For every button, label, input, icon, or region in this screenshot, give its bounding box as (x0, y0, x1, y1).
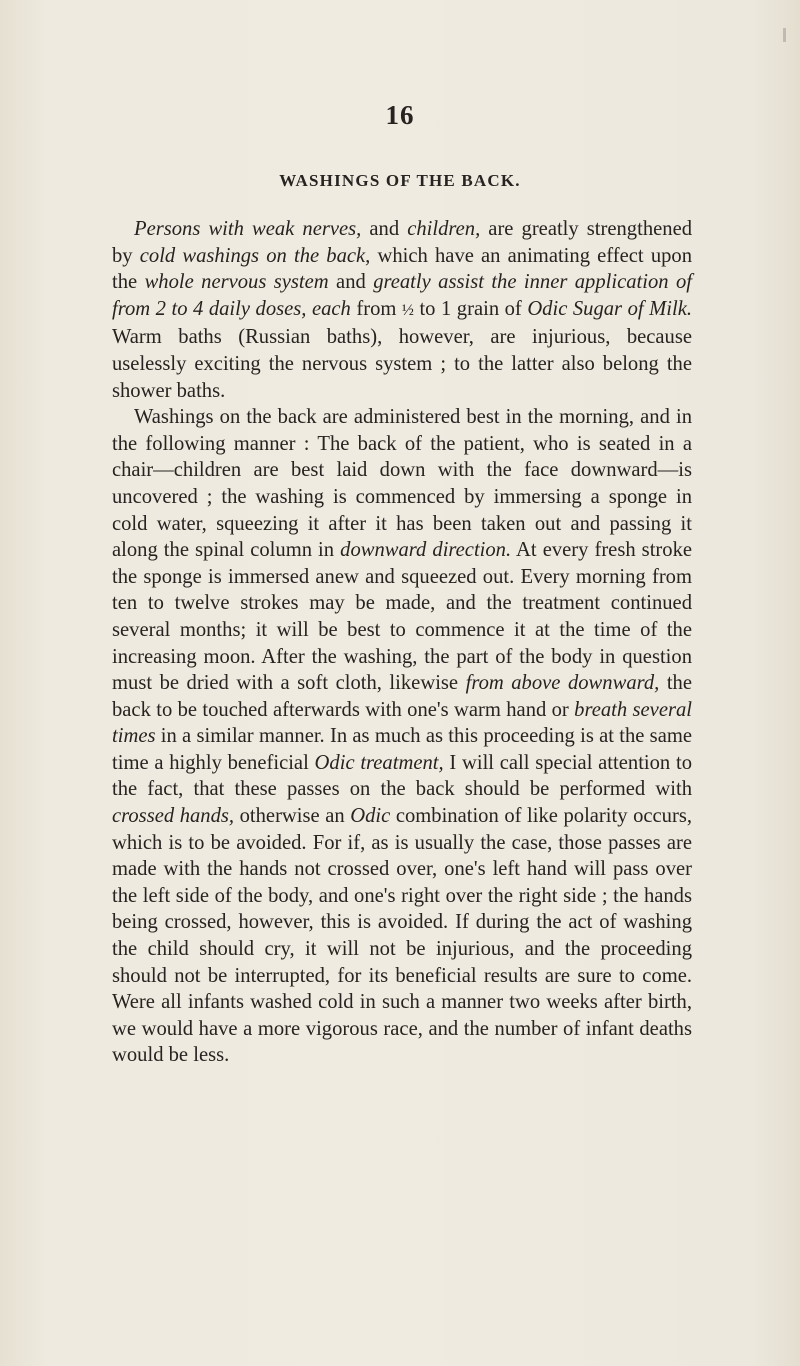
text-run: otherwise an (234, 805, 351, 828)
text-run: I will call special attention to the fact, that these passes on the back should be performed with (112, 751, 692, 801)
page-edge-mark (783, 28, 786, 42)
text-run: to 1 grain of (413, 297, 528, 320)
italic-phrase: downward direction. (340, 539, 512, 562)
italic-phrase: greatly assist the inner application of from 2 to 4 daily doses, each (112, 271, 692, 320)
text-run: Warm baths (Russian baths), however, are injurious, because uselessly exciting the nervous system ; to the latter also belong the shower baths. (112, 326, 692, 402)
italic-phrase: children, (407, 218, 481, 240)
page-number: 16 (385, 100, 415, 130)
italic-phrase: cold washings on the back, (139, 244, 371, 267)
italic-phrase: Odic treatment, (314, 751, 444, 774)
italic-phrase: crossed hands, (112, 805, 235, 828)
text-run: Washings on the back are administered best in the morning, and in the following manner : The back of the patient, who is seated in a chair—children are best laid down with the face downward—is uncovered ; the washing is commenced by immersing a sponge in cold water, squeezing it after it has been taken out and passing it along the spinal column in (112, 406, 692, 562)
paragraph (112, 216, 692, 404)
italic-phrase: Persons with weak nerves, (134, 218, 362, 240)
text-run: and (361, 218, 408, 240)
text-run: are greatly strengthened by (112, 218, 693, 267)
body-text (112, 216, 692, 1069)
paragraph (112, 404, 692, 1069)
text-run: which have an animating effect upon the (112, 244, 693, 294)
text-run: and (328, 271, 374, 294)
italic-phrase: Odic Sugar of Milk. (527, 297, 693, 320)
text-run: the back to be touched afterwards with one's warm hand or (112, 672, 692, 721)
text-run: from (350, 297, 402, 320)
section-heading: WASHINGS OF THE BACK. (279, 171, 521, 190)
italic-phrase: breath several times (112, 698, 692, 748)
italic-phrase: Odic (350, 805, 391, 828)
italic-phrase: from above downward, (465, 672, 660, 695)
text-run: At every fresh stroke the sponge is immersed anew and squeezed out. Every morning from ten to twelve strokes may be made, and the treatment continued several months; it will be best to commence it at the time of the increasing moon. After the washing, the part of the body in question must be dried with a soft cloth, likewise (112, 539, 693, 695)
fraction: ½ (401, 301, 414, 319)
italic-phrase: whole nervous system (144, 271, 329, 294)
text-run: combination of like polarity occurs, which is to be avoided. For if, as is usually the case, those passes are made with the hands not crossed over, one's left hand will pass over the left side of the body, and one's right over the right side ; the hands being crossed, however, this is avoided. If during the act of washing the child should cry, it will not be injurious, and the proceeding should not be interrupted, for its beneficial results are sure to come. Were all infants washed cold in such a manner two weeks after birth, we would have a more vigorous race, and the number of infant deaths would be less. (112, 805, 692, 1067)
text-run: in a similar manner. In as much as this proceeding is at the same time a highly beneficial (112, 725, 692, 774)
